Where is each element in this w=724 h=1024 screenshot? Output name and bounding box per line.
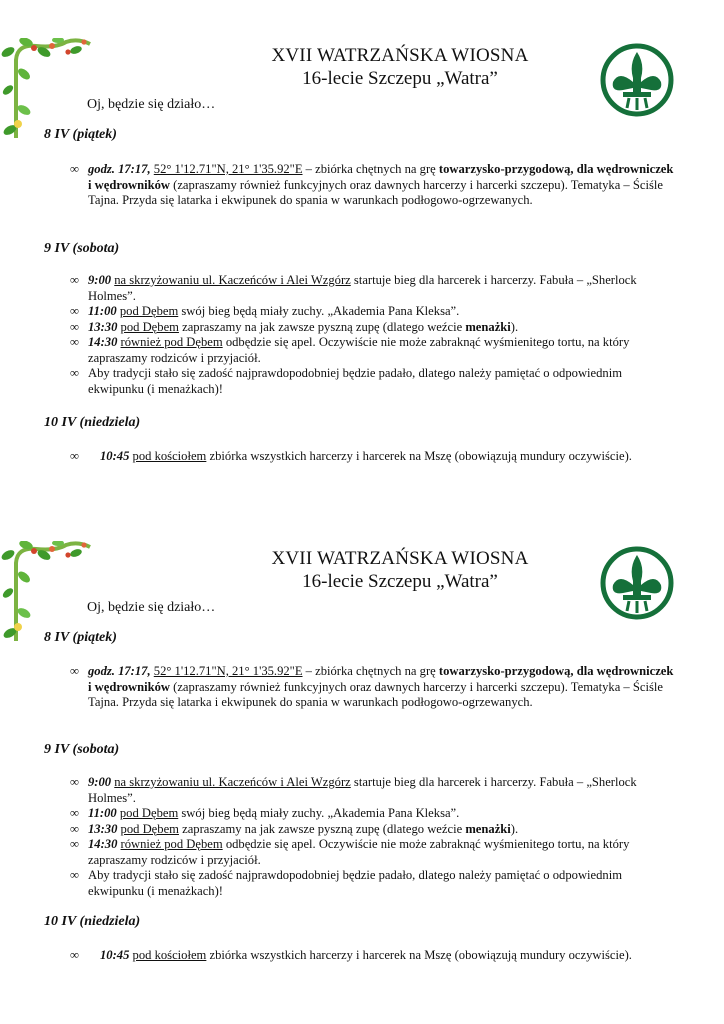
bullet-icon: ∞	[70, 304, 79, 318]
list-item	[70, 664, 676, 711]
item-text: – zbiórka chętnych na grę	[302, 162, 439, 176]
item-location: pod Dębem	[119, 304, 179, 318]
item-location: 52° 1'12.71"N, 21° 1'35.92"E	[153, 664, 303, 678]
list-item	[70, 304, 676, 320]
event-subtitle: 16-lecie Szczepu „Watra”	[302, 571, 498, 592]
flyer-top	[0, 0, 724, 500]
item-location: pod Dębem	[119, 806, 179, 820]
list-item	[70, 273, 676, 304]
item-text: zapraszamy na jak zawsze pyszną zupę (dlatego weźcie	[178, 319, 466, 334]
item-bold: towarzysko-przygodową, dla wędrowniczek i wędrowników	[88, 664, 674, 694]
item-time: 14:30	[88, 837, 118, 851]
item-text: Aby tradycji stało się zadość najprawdopodobniej będzie padało, dlatego należy pamiętać o odpowiednim ekwipunku (i menażkach)!	[88, 868, 623, 898]
list-item	[70, 806, 676, 822]
sunday-list	[70, 948, 676, 964]
flyer-bottom	[0, 503, 724, 1003]
item-text: swój bieg będą miały zuchy. „Akademia Pana Kleksa”.	[178, 806, 460, 820]
day-heading-saturday: 9 IV (sobota)	[44, 241, 120, 256]
day-heading-sunday: 10 IV (niedziela)	[44, 914, 141, 929]
event-title: XVII WATRZAŃSKA WIOSNA	[271, 548, 529, 569]
item-text-2: ).	[510, 319, 519, 334]
item-location: pod Dębem	[120, 319, 179, 334]
bullet-icon: ∞	[70, 366, 79, 380]
item-text: zapraszamy na jak zawsze pyszną zupę (dlatego weźcie	[178, 821, 466, 836]
item-text: zbiórka wszystkich harcerzy i harcerek na Mszę (obowiązują mundury oczywiście).	[206, 948, 632, 962]
intro-text: Oj, będzie się działo…	[87, 600, 216, 615]
friday-list	[70, 162, 676, 209]
bullet-icon: ∞	[70, 335, 79, 349]
event-title: XVII WATRZAŃSKA WIOSNA	[271, 45, 529, 66]
item-text: startuje bieg dla harcerek i harcerzy. Fabuła – „Sherlock Holmes”.	[88, 775, 637, 805]
item-location: pod kościołem	[132, 449, 207, 463]
item-time: 9:00	[88, 775, 112, 789]
item-text-2: (zapraszamy również funkcyjnych oraz dawnych harcerzy i harcerki szczepu). Tematyka – Ściśle Tajna. Przyda się latarka i ekwipunek do spania w warunkach podłogowo-ogrzewanych.	[88, 679, 663, 709]
list-item	[70, 335, 676, 366]
item-time: 11:00	[88, 304, 117, 318]
item-time: godz. 17:17,	[88, 162, 151, 176]
list-item	[70, 320, 676, 336]
item-bold: towarzysko-przygodową, dla wędrowniczek i wędrowników	[88, 162, 674, 192]
item-text: odbędzie się apel. Oczywiście nie może zabraknąć wyśmienitego tortu, na który zapraszamy rodziców i przyjaciół.	[88, 335, 630, 365]
day-heading-friday: 8 IV (piątek)	[44, 127, 117, 142]
bullet-icon: ∞	[70, 449, 79, 463]
list-item	[70, 775, 676, 806]
item-text-2: (zapraszamy również funkcyjnych oraz dawnych harcerzy i harcerki szczepu). Tematyka – Ściśle Tajna. Przyda się latarka i ekwipunek do spania w warunkach podłogowo-ogrzewanych.	[88, 177, 663, 207]
bullet-icon: ∞	[70, 821, 79, 836]
item-text: odbędzie się apel. Oczywiście nie może zabraknąć wyśmienitego tortu, na który zapraszamy rodziców i przyjaciół.	[88, 837, 630, 867]
item-location: również pod Dębem	[120, 335, 223, 349]
item-text-2: ).	[510, 821, 519, 836]
intro-text: Oj, będzie się działo…	[87, 97, 216, 112]
item-location: na skrzyżowaniu ul. Kaczeńców i Alei Wzgórz	[114, 273, 351, 287]
list-item	[70, 822, 676, 838]
bullet-icon: ∞	[70, 273, 79, 287]
bullet-icon: ∞	[70, 837, 79, 851]
friday-list	[70, 664, 676, 711]
item-bold: menażki	[465, 821, 511, 836]
scout-lily-emblem-icon	[597, 545, 677, 621]
day-heading-saturday: 9 IV (sobota)	[44, 742, 120, 757]
item-time: 10:45	[100, 449, 130, 463]
list-item	[70, 449, 676, 465]
item-text: startuje bieg dla harcerek i harcerzy. Fabuła – „Sherlock Holmes”.	[88, 273, 637, 303]
item-location: pod kościołem	[132, 948, 207, 962]
list-item	[70, 366, 676, 397]
saturday-list	[70, 273, 676, 397]
bullet-icon: ∞	[70, 162, 79, 176]
item-time: 14:30	[88, 335, 118, 349]
saturday-list	[70, 775, 676, 899]
item-bold: menażki	[465, 319, 511, 334]
item-location: również pod Dębem	[120, 837, 223, 851]
item-time: godz. 17:17,	[88, 664, 151, 678]
day-heading-friday: 8 IV (piątek)	[44, 630, 117, 645]
scout-lily-emblem-icon	[597, 42, 677, 118]
flower-vine-icon	[0, 38, 96, 138]
item-text: Aby tradycji stało się zadość najprawdopodobniej będzie padało, dlatego należy pamiętać o odpowiednim ekwipunku (i menażkach)!	[88, 366, 623, 396]
sunday-list	[70, 449, 676, 465]
list-item	[70, 948, 676, 964]
list-item	[70, 837, 676, 868]
bullet-icon: ∞	[70, 806, 79, 820]
item-time: 11:00	[88, 806, 117, 820]
bullet-icon: ∞	[70, 775, 79, 789]
day-heading-sunday: 10 IV (niedziela)	[44, 415, 141, 430]
item-text: zbiórka wszystkich harcerzy i harcerek na Mszę (obowiązują mundury oczywiście).	[206, 449, 632, 463]
event-subtitle: 16-lecie Szczepu „Watra”	[302, 68, 498, 89]
item-text: swój bieg będą miały zuchy. „Akademia Pana Kleksa”.	[178, 304, 460, 318]
bullet-icon: ∞	[70, 868, 79, 882]
bullet-icon: ∞	[70, 948, 79, 962]
item-location: na skrzyżowaniu ul. Kaczeńców i Alei Wzgórz	[114, 775, 351, 789]
item-location: 52° 1'12.71"N, 21° 1'35.92"E	[153, 162, 303, 176]
list-item	[70, 868, 676, 899]
bullet-icon: ∞	[70, 664, 79, 678]
item-time: 10:45	[100, 948, 130, 962]
item-time: 13:30	[88, 821, 118, 836]
list-item	[70, 162, 676, 209]
item-time: 13:30	[88, 319, 118, 334]
item-time: 9:00	[88, 273, 112, 287]
item-text: – zbiórka chętnych na grę	[302, 664, 439, 678]
item-location: pod Dębem	[120, 821, 179, 836]
flower-vine-icon	[0, 541, 96, 641]
bullet-icon: ∞	[70, 319, 79, 334]
